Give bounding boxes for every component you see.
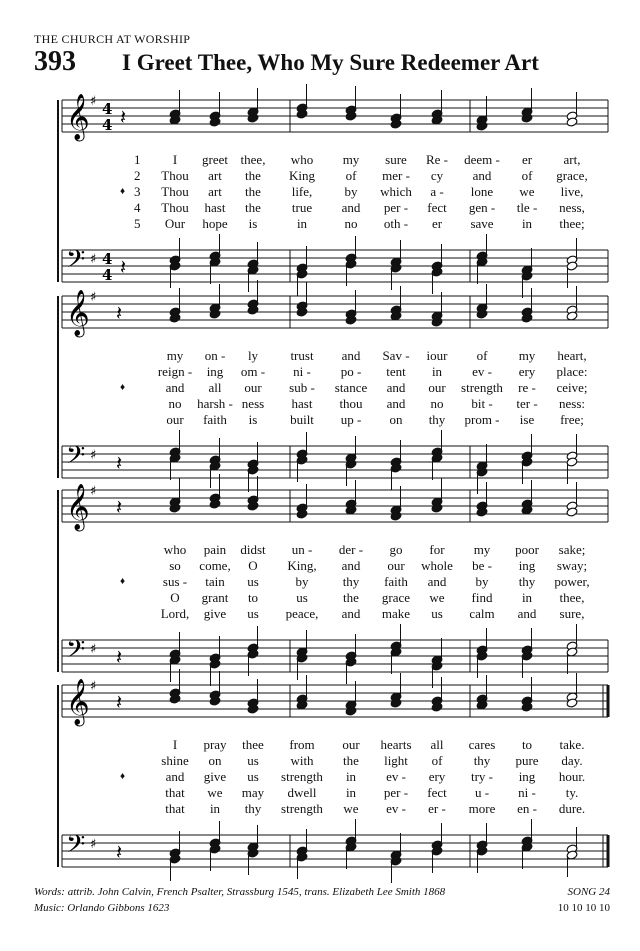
treble-staff (62, 474, 608, 532)
lyric-syllable: the (245, 168, 261, 183)
quarter-rest-icon: 𝄽 (116, 495, 123, 519)
bass-clef-icon: 𝄢 (66, 245, 86, 280)
lyric-syllable: ly (247, 348, 259, 363)
lyric-syllable: cares (468, 737, 496, 752)
lyric-syllable: in (521, 590, 533, 605)
lyric-syllable: our (387, 558, 405, 573)
lyric-syllable: my (342, 152, 360, 167)
lyric-syllable: ery (518, 364, 536, 379)
quarter-rest-icon: 𝄽 (116, 840, 123, 864)
treble-clef-icon: 𝄞 (66, 679, 90, 725)
lyric-syllable: by (344, 184, 358, 199)
lyric-syllable: grace, (556, 168, 588, 183)
lyric-syllable: more (468, 801, 496, 816)
lyric-line (0, 590, 640, 606)
key-signature-sharp: ♯ (90, 252, 97, 267)
lyric-syllable: and (165, 769, 185, 784)
bullet-icon: ♦ (120, 576, 126, 587)
lyric-syllable: art, (563, 152, 581, 167)
quarter-rest-icon: 𝄽 (116, 690, 123, 714)
lyric-line (0, 152, 640, 168)
lyric-syllable: sus - (162, 574, 188, 589)
treble-staff (62, 280, 608, 338)
tune-info (558, 884, 610, 916)
lyric-syllable: the (343, 590, 359, 605)
bass-clef-icon: 𝄢 (66, 830, 86, 865)
lyric-syllable: oth - (383, 216, 409, 231)
lyric-syllable: po - (340, 364, 362, 379)
tune-name: SONG 24 (567, 886, 610, 898)
lyric-syllable: of (431, 753, 443, 768)
lyric-syllable: and (386, 380, 406, 395)
lyric-syllable: all (430, 737, 444, 752)
quarter-rest-icon: 𝄽 (116, 301, 123, 325)
bass-staff (62, 624, 608, 688)
lyric-syllable: the (245, 184, 261, 199)
lyric-syllable: prom - (464, 412, 500, 427)
treble-clef-icon: 𝄞 (66, 484, 90, 530)
verse-number: 5 (134, 216, 141, 231)
lyric-syllable: the (245, 200, 261, 215)
lyric-syllable: us (247, 753, 259, 768)
lyric-syllable: ing (206, 364, 224, 379)
lyric-syllable: ise (519, 412, 535, 427)
lyric-syllable: ev - (386, 769, 406, 784)
lyric-syllable: and (165, 380, 185, 395)
quarter-rest-icon: 𝄽 (116, 451, 123, 475)
lyric-syllable: my (473, 542, 491, 557)
lyric-syllable: of (521, 168, 533, 183)
lyric-syllable: thy (473, 753, 491, 768)
lyric-syllable: thee (242, 737, 264, 752)
lyric-syllable: and (341, 348, 361, 363)
verse-number: 4 (134, 200, 141, 215)
lyric-syllable: ev - (386, 801, 406, 816)
section-label: THE CHURCH AT WORSHIP (34, 32, 191, 46)
lyric-syllable: power, (554, 574, 590, 589)
lyric-syllable: harsh - (197, 396, 233, 411)
lyric-line (0, 737, 640, 753)
verse-number: 2 (134, 168, 141, 183)
key-signature-sharp: ♯ (90, 448, 97, 463)
lyric-syllable: King, (287, 558, 317, 573)
lyric-syllable: our (342, 737, 360, 752)
bass-staff (62, 430, 608, 494)
quarter-rest-icon: 𝄽 (120, 105, 127, 129)
lyric-syllable: lone (470, 184, 494, 199)
lyric-syllable: Thou (161, 168, 189, 183)
lyric-syllable: Our (164, 216, 186, 231)
verse-number: 1 (134, 152, 141, 167)
lyric-syllable: so (169, 558, 181, 573)
lyric-syllable: ing (518, 558, 536, 573)
lyric-syllable: of (345, 168, 357, 183)
lyric-syllable: pure (515, 753, 539, 768)
lyric-syllable: and (517, 606, 537, 621)
lyric-syllable: un - (291, 542, 313, 557)
lyric-syllable: om - (240, 364, 266, 379)
lyric-syllable: stance (334, 380, 368, 395)
lyric-syllable: to (521, 737, 533, 752)
lyric-syllable: on (389, 412, 403, 427)
lyric-syllable: grant (201, 590, 229, 605)
lyric-syllable: ty. (565, 785, 579, 800)
lyric-syllable: thee, (559, 590, 585, 605)
lyric-syllable: thee; (559, 216, 585, 231)
lyric-syllable: life, (291, 184, 313, 199)
lyric-syllable: dure. (558, 801, 586, 816)
lyric-syllable: us (247, 769, 259, 784)
lyric-syllable: that (165, 801, 185, 816)
lyric-line (0, 380, 640, 396)
lyric-syllable: no (430, 396, 444, 411)
lyric-syllable: in (431, 364, 443, 379)
bass-clef-icon: 𝄢 (66, 441, 86, 476)
lyric-syllable: u - (474, 785, 490, 800)
lyric-syllable: hour. (558, 769, 586, 784)
lyric-syllable: us (247, 606, 259, 621)
lyric-syllable: and (341, 558, 361, 573)
time-signature-top: 4 (102, 250, 113, 268)
lyric-syllable: iour (426, 348, 448, 363)
lyric-line (0, 785, 640, 801)
lyric-syllable: in (521, 216, 533, 231)
lyric-syllable: give (203, 606, 227, 621)
lyric-syllable: all (208, 380, 222, 395)
lyric-syllable: thee, (240, 152, 266, 167)
lyric-syllable: for (429, 542, 445, 557)
lyric-line (0, 606, 640, 622)
key-signature-sharp: ♯ (90, 642, 97, 657)
lyric-syllable: art (208, 168, 222, 183)
lyric-syllable: by (475, 574, 489, 589)
bullet-icon: ♦ (120, 382, 126, 393)
lyric-syllable: pray (203, 737, 227, 752)
bullet-icon: ♦ (120, 771, 126, 782)
treble-clef-icon: 𝄞 (66, 290, 90, 336)
lyric-syllable: cy (430, 168, 444, 183)
lyric-syllable: strength (281, 769, 323, 784)
lyric-syllable: us (296, 590, 308, 605)
lyric-syllable: er (431, 216, 443, 231)
lyric-syllable: ness: (559, 396, 585, 411)
lyric-syllable: tle - (516, 200, 538, 215)
lyric-syllable: thy (342, 574, 360, 589)
lyric-syllable: may (241, 785, 265, 800)
lyric-syllable: hast (291, 396, 313, 411)
lyric-syllable: sure (385, 152, 407, 167)
lyric-syllable: fect (427, 785, 447, 800)
lyric-syllable: reign - (157, 364, 193, 379)
lyric-syllable: shine (161, 753, 189, 768)
lyric-syllable: per - (383, 200, 409, 215)
lyric-syllable: poor (515, 542, 539, 557)
key-signature-sharp: ♯ (90, 94, 97, 109)
lyric-line (0, 348, 640, 364)
lyric-syllable: faith (384, 574, 408, 589)
lyric-syllable: I (172, 152, 178, 167)
quarter-rest-icon: 𝄽 (116, 645, 123, 669)
lyric-line (0, 200, 640, 216)
lyric-line (0, 574, 640, 590)
lyric-syllable: give (203, 769, 227, 784)
lyric-syllable: our (166, 412, 184, 427)
words-credit: Words: attrib. John Calvin, French Psalter, Strassburg 1545, trans. Elizabeth Lee Smith 1868 (34, 886, 446, 898)
lyric-syllable: we (519, 184, 535, 199)
music-credit: Music: Orlando Gibbons 1623 (34, 902, 170, 914)
lyric-syllable: ery (428, 769, 446, 784)
lyric-syllable: and (386, 396, 406, 411)
lyric-syllable: up - (340, 412, 362, 427)
lyric-line (0, 558, 640, 574)
lyric-line (0, 364, 640, 380)
lyric-syllable: ter - (516, 396, 538, 411)
lyric-syllable: free; (560, 412, 584, 427)
lyric-syllable: take. (559, 737, 585, 752)
lyric-syllable: in (296, 216, 308, 231)
lyric-syllable: from (289, 737, 315, 752)
lyric-line (0, 168, 640, 184)
lyric-syllable: Lord, (160, 606, 190, 621)
lyric-syllable: deem - (464, 152, 500, 167)
lyric-syllable: light (384, 753, 408, 768)
verse-number: 3 (134, 184, 141, 199)
lyric-syllable: bit - (471, 396, 493, 411)
lyric-syllable: strength (461, 380, 503, 395)
bass-staff (62, 819, 608, 883)
lyric-syllable: heart, (557, 348, 587, 363)
time-signature-bottom: 4 (102, 266, 113, 284)
lyric-line (0, 396, 640, 412)
lyric-syllable: King (289, 168, 315, 183)
lyric-syllable: fect (427, 200, 447, 215)
quarter-rest-icon: 𝄽 (120, 255, 127, 279)
lyric-syllable: and (341, 606, 361, 621)
lyric-syllable: and (472, 168, 492, 183)
treble-staff (62, 84, 608, 142)
lyric-syllable: in (345, 769, 357, 784)
lyric-syllable: no (168, 396, 182, 411)
lyric-syllable: who (163, 542, 187, 557)
hymn-number: 393 (34, 46, 76, 77)
lyric-syllable: to (247, 590, 259, 605)
lyric-syllable: place: (556, 364, 588, 379)
lyric-syllable: my (518, 348, 536, 363)
lyric-line (0, 216, 640, 232)
lyric-syllable: a - (430, 184, 444, 199)
lyric-syllable: art (208, 184, 222, 199)
lyric-syllable: thy (244, 801, 262, 816)
lyric-syllable: the (343, 753, 359, 768)
lyric-syllable: sway; (556, 558, 588, 573)
lyric-line (0, 412, 640, 428)
lyric-syllable: Re - (425, 152, 449, 167)
lyric-syllable: didst (240, 542, 266, 557)
lyric-syllable: grace (381, 590, 411, 605)
lyric-syllable: Thou (161, 200, 189, 215)
lyric-syllable: ing (518, 769, 536, 784)
lyric-syllable: greet (202, 152, 228, 167)
lyric-syllable: sure, (559, 606, 585, 621)
lyric-syllable: we (207, 785, 223, 800)
key-signature-sharp: ♯ (90, 837, 97, 852)
lyric-syllable: who (290, 152, 314, 167)
lyric-syllable: my (166, 348, 184, 363)
lyric-syllable: by (295, 574, 309, 589)
lyric-syllable: is (248, 412, 258, 427)
lyric-syllable: true (291, 200, 313, 215)
lyric-syllable: us (247, 574, 259, 589)
lyric-syllable: our (428, 380, 446, 395)
lyric-syllable: us (431, 606, 443, 621)
lyric-syllable: of (476, 348, 488, 363)
lyric-line (0, 769, 640, 785)
lyric-syllable: in (345, 785, 357, 800)
lyric-syllable: on (208, 753, 222, 768)
treble-clef-icon: 𝄞 (66, 94, 90, 140)
lyric-syllable: built (290, 412, 314, 427)
lyric-syllable: gen - (468, 200, 496, 215)
lyric-line (0, 753, 640, 769)
lyric-syllable: ni - (293, 364, 311, 379)
key-signature-sharp: ♯ (90, 290, 97, 305)
lyric-syllable: we (343, 801, 359, 816)
lyric-syllable: hope (202, 216, 228, 231)
lyric-syllable: go (389, 542, 403, 557)
tune-meter: 10 10 10 10 (557, 902, 610, 914)
lyric-syllable: hast (204, 200, 226, 215)
lyric-syllable: thou (339, 396, 363, 411)
lyric-syllable: try - (470, 769, 494, 784)
lyric-syllable: trust (290, 348, 314, 363)
treble-staff (62, 669, 608, 727)
lyric-syllable: we (429, 590, 445, 605)
key-signature-sharp: ♯ (90, 679, 97, 694)
lyric-syllable: thy (518, 574, 536, 589)
lyric-syllable: per - (383, 785, 409, 800)
lyric-syllable: peace, (285, 606, 319, 621)
lyric-syllable: live, (560, 184, 584, 199)
lyric-syllable: and (341, 200, 361, 215)
lyric-syllable: come, (199, 558, 231, 573)
lyric-syllable: thy (428, 412, 446, 427)
lyric-syllable: find (471, 590, 493, 605)
lyric-syllable: is (248, 216, 258, 231)
lyric-syllable: sub - (289, 380, 315, 395)
lyric-syllable: tent (386, 364, 406, 379)
credits (34, 884, 445, 916)
lyric-syllable: sake; (558, 542, 586, 557)
lyric-syllable: pain (203, 542, 227, 557)
lyric-syllable: tain (205, 574, 225, 589)
lyric-syllable: which (380, 184, 412, 199)
lyric-syllable: with (290, 753, 314, 768)
lyric-syllable: mer - (382, 168, 410, 183)
time-signature-top: 4 (102, 100, 113, 118)
bass-staff (62, 234, 608, 298)
lyric-syllable: hearts (380, 737, 412, 752)
lyric-syllable: ness, (559, 200, 585, 215)
bullet-icon: ♦ (120, 186, 126, 197)
lyric-line (0, 801, 640, 817)
lyric-syllable: Sav - (382, 348, 410, 363)
lyric-syllable: er - (428, 801, 446, 816)
lyric-syllable: make (381, 606, 411, 621)
lyric-syllable: that (165, 785, 185, 800)
lyric-syllable: in (209, 801, 221, 816)
lyric-syllable: on - (204, 348, 226, 363)
lyric-syllable: O (248, 558, 258, 573)
lyric-syllable: ni - (518, 785, 536, 800)
lyric-line (0, 542, 640, 558)
lyric-syllable: O (170, 590, 180, 605)
lyric-syllable: ceive; (556, 380, 588, 395)
lyric-syllable: be - (472, 558, 492, 573)
lyric-syllable: ev - (472, 364, 492, 379)
lyric-syllable: whole (421, 558, 453, 573)
lyric-syllable: er (521, 152, 533, 167)
lyric-syllable: save (470, 216, 494, 231)
bass-clef-icon: 𝄢 (66, 635, 86, 670)
lyric-syllable: our (244, 380, 262, 395)
lyric-syllable: der - (338, 542, 364, 557)
key-signature-sharp: ♯ (90, 484, 97, 499)
lyric-syllable: en - (517, 801, 537, 816)
lyric-syllable: I (172, 737, 178, 752)
lyric-syllable: Thou (161, 184, 189, 199)
lyric-syllable: dwell (287, 785, 317, 800)
lyric-syllable: re - (518, 380, 536, 395)
lyric-syllable: strength (281, 801, 323, 816)
lyric-syllable: day. (561, 753, 583, 768)
time-signature-bottom: 4 (102, 116, 113, 134)
lyric-syllable: ness (241, 396, 265, 411)
lyric-syllable: calm (469, 606, 495, 621)
lyric-syllable: and (427, 574, 447, 589)
hymn-title: I Greet Thee, Who My Sure Redeemer Art (122, 50, 539, 75)
lyric-syllable: no (344, 216, 358, 231)
lyric-line (0, 184, 640, 200)
lyric-syllable: faith (203, 412, 227, 427)
